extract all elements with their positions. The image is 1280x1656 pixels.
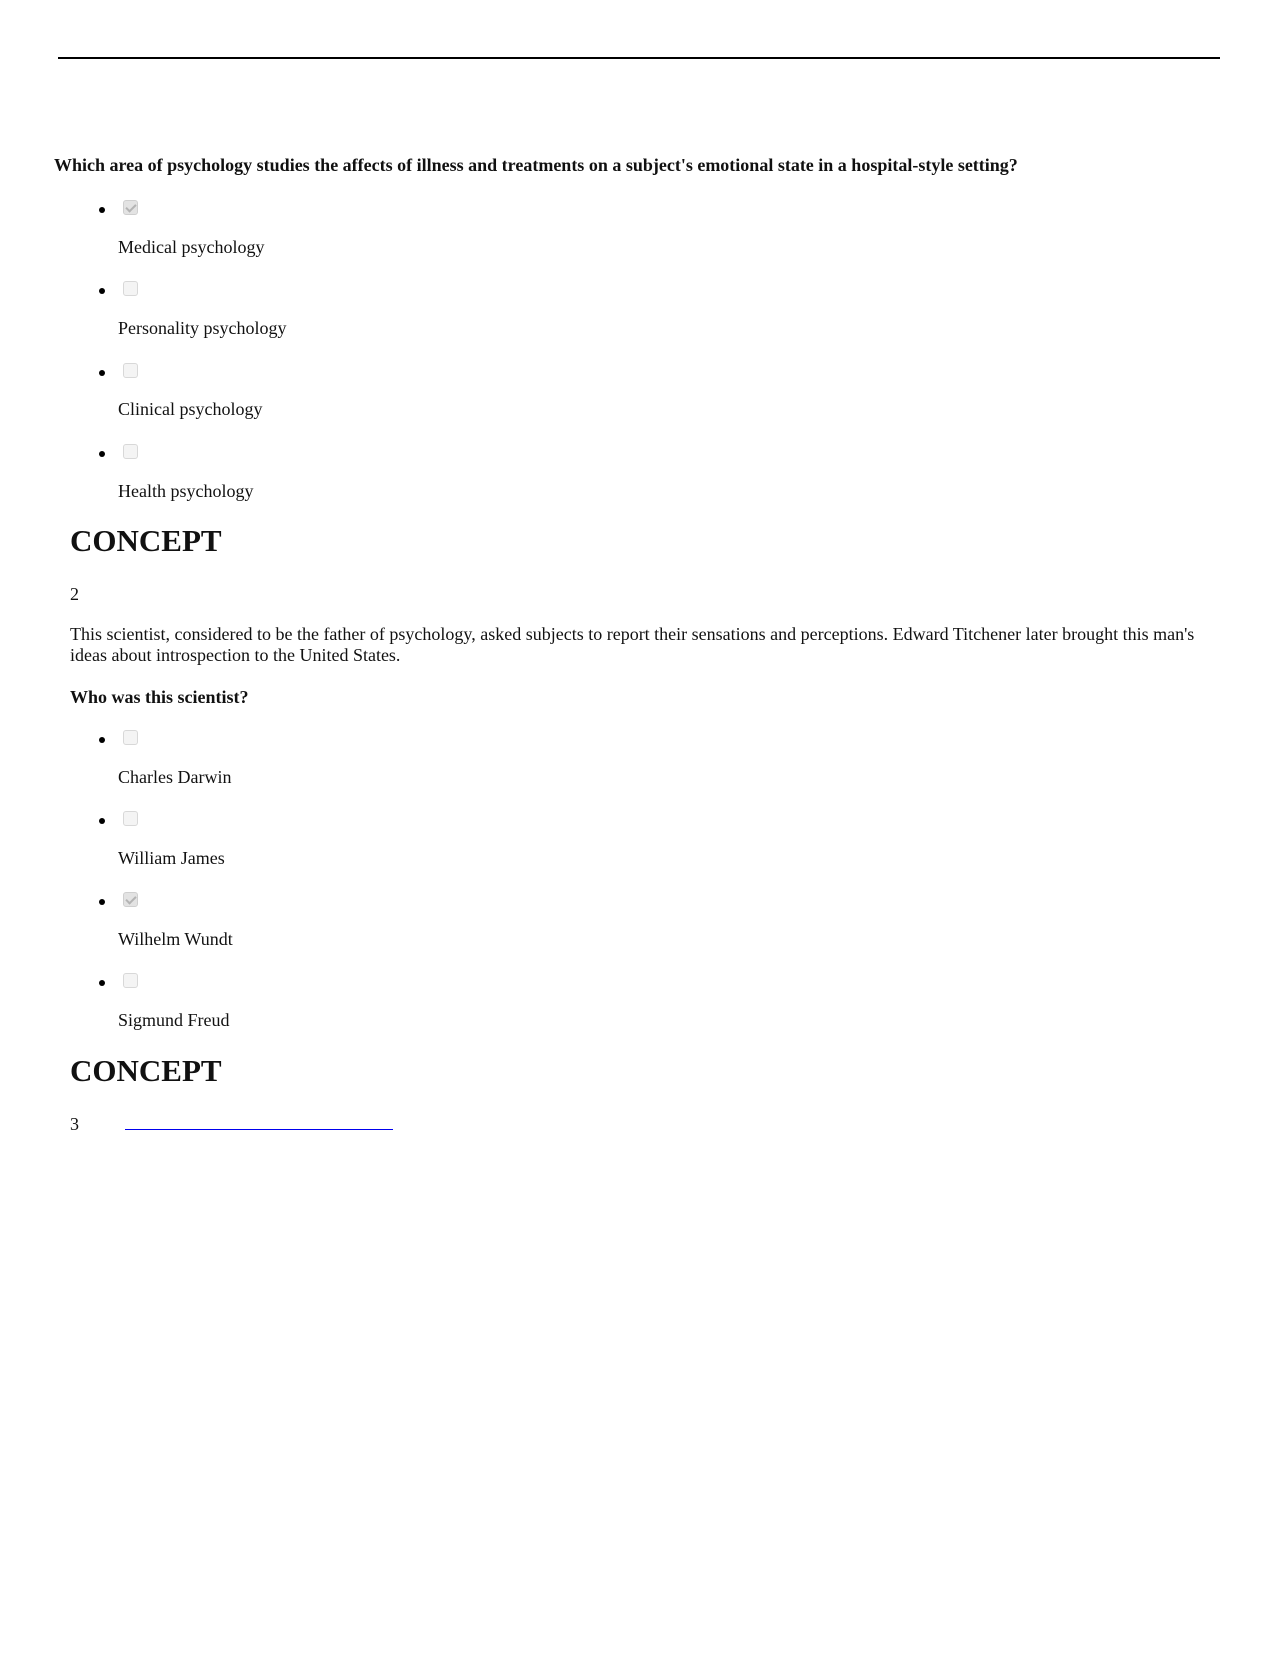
option-label-charles-darwin: Charles Darwin: [118, 767, 232, 787]
bullet: [99, 737, 105, 743]
bullet: [99, 451, 105, 457]
option-checkbox-clinical-psychology[interactable]: [123, 363, 138, 378]
bullet: [99, 980, 105, 986]
bullet: [99, 899, 105, 905]
option-checkbox-wilhelm-wundt[interactable]: [123, 892, 138, 907]
check-icon: [125, 893, 136, 904]
option-checkbox-sigmund-freud[interactable]: [123, 973, 138, 988]
bullet: [99, 288, 105, 294]
question-2-text: Who was this scientist?: [70, 687, 249, 707]
option-label-wilhelm-wundt: Wilhelm Wundt: [118, 929, 233, 949]
option-checkbox-william-james[interactable]: [123, 811, 138, 826]
option-checkbox-personality-psychology[interactable]: [123, 281, 138, 296]
concept-2-heading: CONCEPT: [70, 523, 222, 558]
option-checkbox-charles-darwin[interactable]: [123, 730, 138, 745]
option-label-clinical-psychology: Clinical psychology: [118, 399, 263, 419]
concept-3-heading: CONCEPT: [70, 1053, 222, 1088]
top-divider: [58, 57, 1220, 59]
concept-2-number: 2: [70, 584, 79, 604]
option-label-personality-psychology: Personality psychology: [118, 318, 287, 338]
concept-2-passage: This scientist, considered to be the father of psychology, asked subjects to report their sensations and perceptions. Edward Titchener later brought this man's ideas about introspection to the United States.: [70, 624, 1195, 665]
question-1-text: Which area of psychology studies the affects of illness and treatments on a subject's emotional state in a hospital-style setting?: [54, 155, 1018, 175]
bullet: [99, 818, 105, 824]
option-label-sigmund-freud: Sigmund Freud: [118, 1010, 230, 1030]
bullet: [99, 207, 105, 213]
check-icon: [125, 201, 136, 212]
bullet: [99, 370, 105, 376]
option-checkbox-medical-psychology[interactable]: [123, 200, 138, 215]
option-label-medical-psychology: Medical psychology: [118, 237, 265, 257]
concept-3-link[interactable]: [125, 1129, 393, 1130]
option-label-health-psychology: Health psychology: [118, 481, 254, 501]
option-checkbox-health-psychology[interactable]: [123, 444, 138, 459]
concept-3-number: 3: [70, 1114, 79, 1134]
option-label-william-james: William James: [118, 848, 225, 868]
